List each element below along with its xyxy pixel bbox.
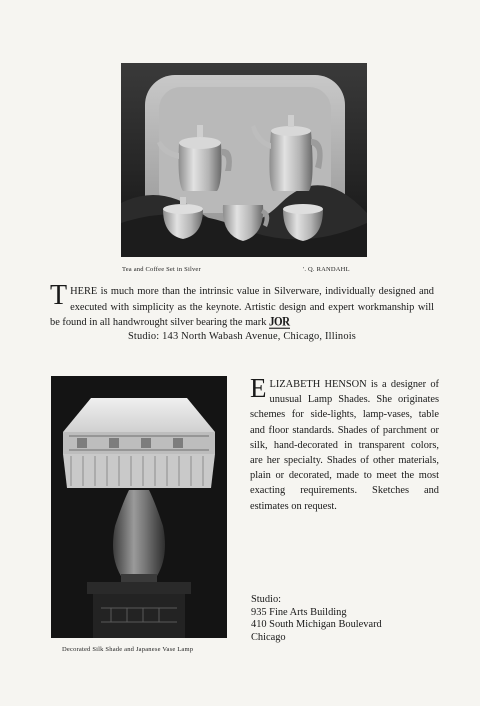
photo-credit: '. Q. RANDAHL (303, 266, 350, 273)
lamp-caption: Decorated Silk Shade and Japanese Vase Lamp (62, 646, 194, 653)
tea-coffee-set-photo (121, 63, 367, 257)
paragraph-text: LIZABETH HENSON is a designer of unusual Lamp Shades. She originates schemes for side-lights, lamp-vases, table and floor standards. Shades of parchment or silk, hand-decorated in transparent colors, are her specialty. Shades of other materials, plain or decorated, made to meet the most exacting requirements. Sketches and estimates on request. (250, 379, 439, 512)
paragraph-text: HERE is much more than the intrinsic value in Silverware, individually designed and executed with simplicity as the keynote. Artistic design and expert workmanship will be found in all handwrought silver bearing the mark (50, 286, 434, 328)
address-line: 935 Fine Arts Building (251, 606, 347, 618)
silverware-paragraph (50, 280, 434, 331)
drop-cap: T (50, 280, 68, 311)
address-line: 410 South Michigan Boulevard (251, 619, 382, 631)
studio-address-block (251, 594, 441, 644)
address-line: Chicago (251, 631, 286, 643)
lamp-photo (51, 376, 227, 638)
studio-label: Studio: (251, 594, 282, 605)
studio-address: Studio: 143 North Wabash Avenue, Chicago, Illinois (127, 331, 357, 342)
photo-caption: Tea and Coffee Set in Silver (122, 266, 201, 273)
drop-cap: E (250, 373, 267, 403)
lamp-illustration (51, 376, 227, 638)
maker-mark-icon: JOR (269, 315, 290, 329)
tea-coffee-set-illustration (121, 63, 367, 257)
lamp-shades-paragraph (250, 373, 439, 514)
